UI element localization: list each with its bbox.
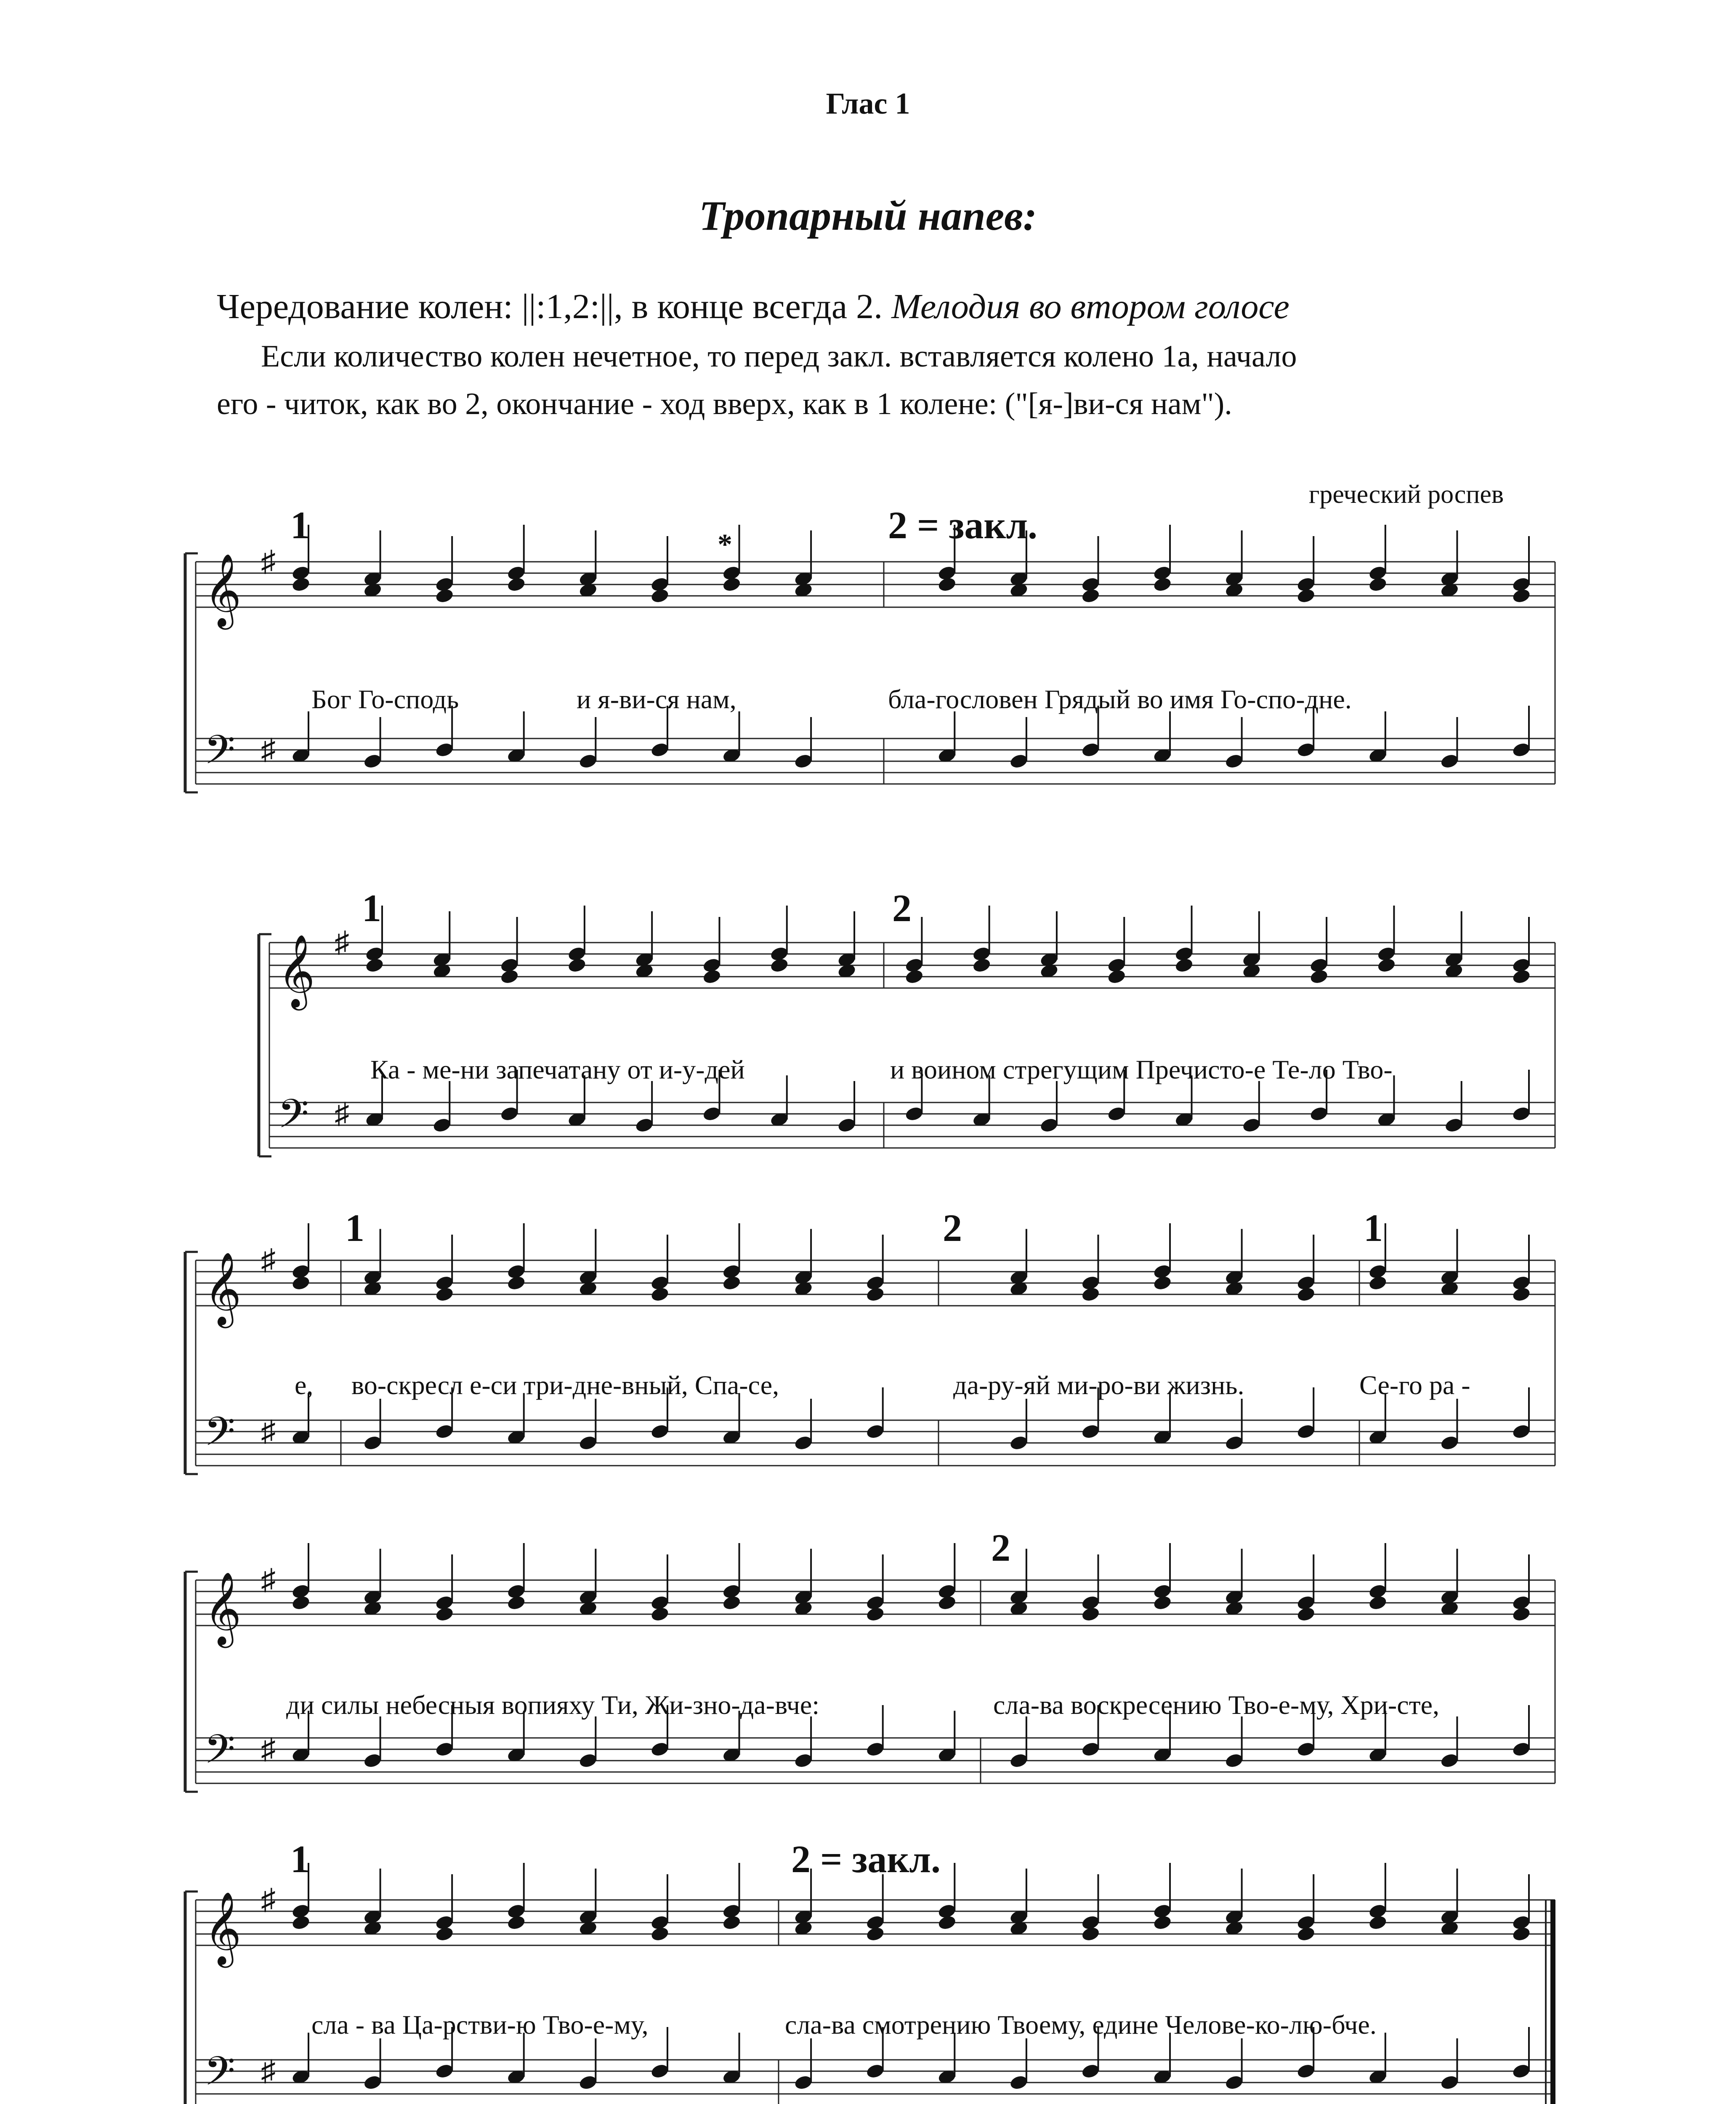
section-label: 2 = закл.	[888, 504, 1038, 547]
section-label: 2 = закл.	[791, 1838, 941, 1881]
note-head	[937, 1914, 957, 1931]
note-head	[650, 1926, 670, 1942]
note-head	[722, 1914, 742, 1931]
note-head	[1511, 1606, 1531, 1623]
note-head	[904, 968, 924, 985]
bass-clef-icon: 𝄢	[204, 1410, 235, 1464]
note-head	[435, 1606, 455, 1623]
note-head	[1368, 1914, 1388, 1931]
note-head	[865, 1926, 885, 1942]
note-head	[937, 576, 957, 593]
sharp-icon: ♯	[335, 926, 349, 959]
note-head	[1081, 1926, 1101, 1942]
treble-clef-icon: 𝄞	[204, 1894, 242, 1963]
treble-clef-icon: 𝄞	[204, 1574, 242, 1644]
chant-title: Тропарный напев:	[699, 192, 1037, 239]
section-label: 1	[345, 1206, 364, 1249]
bass-clef-icon: 𝄢	[204, 1728, 235, 1781]
note-head	[1511, 587, 1531, 604]
section-label: 2	[943, 1206, 962, 1249]
chant-source: греческий роспев	[1309, 480, 1504, 509]
lyric-line: е,	[295, 1370, 314, 1400]
section-label: 2	[991, 1526, 1010, 1569]
note-head	[1081, 587, 1101, 604]
note-head	[1152, 1275, 1172, 1291]
sharp-icon: ♯	[261, 545, 276, 578]
sharp-icon: ♯	[261, 2055, 276, 2087]
sharp-icon: ♯	[261, 733, 276, 766]
note-head	[291, 576, 311, 593]
section-label: 1	[1364, 1206, 1383, 1249]
note-head	[1296, 1286, 1316, 1303]
lyric-line: бла-гословен Грядый во имя Го-спо-дне.	[888, 684, 1352, 714]
lyric-line: сла-ва смотрению Твоему, едине Челове-ко-лю-бче.	[785, 2010, 1377, 2040]
note-head	[291, 1275, 311, 1291]
note-head	[722, 1594, 742, 1611]
treble-clef-icon: 𝄞	[204, 1254, 242, 1324]
note-head	[1296, 587, 1316, 604]
note-head	[650, 1606, 670, 1623]
note-head	[1174, 957, 1194, 974]
note-head	[937, 1594, 957, 1611]
treble-clef-icon: 𝄞	[204, 555, 242, 625]
section-label: 1	[290, 1838, 310, 1881]
lyric-line: во-скресл е-си три-дне-вный, Спа-се,	[351, 1370, 779, 1400]
lyric-line: сла - ва Ца-рстви-ю Тво-е-му,	[311, 2010, 649, 2040]
note-head	[1107, 968, 1127, 985]
bass-clef-icon: 𝄢	[278, 1092, 309, 1146]
note-head	[702, 968, 722, 985]
note-head	[650, 1286, 670, 1303]
section-label: 2	[892, 887, 912, 930]
note-head	[722, 576, 742, 593]
note-head	[364, 957, 384, 974]
odd-count-rule-line1: Если количество колен нечетное, то перед закл. вставляется колено 1а, начало	[261, 339, 1297, 374]
note-head	[291, 1914, 311, 1931]
alternation-rule-text: Чередование колен: ||:1,2:||, в конце всегда 2.	[217, 287, 883, 326]
sharp-icon: ♯	[261, 1564, 276, 1596]
odd-count-rule-line2: его - читок, как во 2, окончание - ход вверх, как в 1 колене: ("[я-]ви-ся нам").	[217, 387, 1232, 421]
lyric-line: Бог Го-сподь	[311, 684, 459, 714]
note-head	[1368, 1594, 1388, 1611]
note-head	[1309, 968, 1329, 985]
treble-clef-icon: 𝄞	[278, 936, 315, 1006]
lyric-line: сла-ва воскресению Тво-е-му, Хри-сте,	[993, 1690, 1439, 1720]
note-head	[865, 1606, 885, 1623]
note-head	[435, 587, 455, 604]
sharp-icon: ♯	[261, 1415, 276, 1448]
note-head	[1296, 1606, 1316, 1623]
note-head	[506, 1275, 526, 1291]
sharp-icon: ♯	[335, 1097, 349, 1130]
note-head	[1368, 1275, 1388, 1291]
note-head	[650, 587, 670, 604]
voice-heading: Глас 1	[826, 87, 910, 120]
note-head	[435, 1286, 455, 1303]
note-head	[500, 968, 519, 985]
melody-voice-note: Мелодия во втором голосе	[891, 287, 1289, 326]
lyric-line: Ка - ме-ни запечатану от и-у-дей	[370, 1055, 745, 1084]
bass-clef-icon: 𝄢	[204, 728, 235, 782]
note-head	[1152, 1594, 1172, 1611]
sharp-icon: ♯	[261, 1733, 276, 1765]
lyric-line: Се-го ра -	[1359, 1370, 1470, 1400]
note-head	[506, 576, 526, 593]
note-head	[1152, 576, 1172, 593]
note-head	[769, 957, 789, 974]
lyric-line: и я-ви-ся нам,	[577, 684, 736, 714]
note-head	[1511, 1926, 1531, 1942]
sharp-icon: ♯	[261, 1884, 276, 1916]
note-head	[506, 1914, 526, 1931]
note-head	[435, 1926, 455, 1942]
note-head	[1511, 968, 1531, 985]
note-head	[1296, 1926, 1316, 1942]
note-head	[722, 1275, 742, 1291]
note-head	[291, 1594, 311, 1611]
note-head	[567, 957, 587, 974]
note-head	[1081, 1606, 1101, 1623]
note-head	[1377, 957, 1396, 974]
note-head	[506, 1594, 526, 1611]
footnote-asterisk: *	[718, 529, 732, 561]
sharp-icon: ♯	[261, 1244, 276, 1276]
lyric-line: и воином стрегущим Пречисто-е Те-ло Тво-	[890, 1055, 1393, 1084]
note-head	[1081, 1286, 1101, 1303]
lyric-line: да-ру-яй ми-ро-ви жизнь.	[953, 1370, 1244, 1400]
note-head	[1368, 576, 1388, 593]
section-label: 1	[362, 887, 381, 930]
section-label: 1	[290, 504, 310, 547]
lyric-line: ди силы небесныя вопияху Ти, Жи-зно-да-вче:	[286, 1690, 820, 1720]
note-head	[972, 957, 992, 974]
bass-clef-icon: 𝄢	[204, 2050, 235, 2103]
note-head	[865, 1286, 885, 1303]
note-head	[1152, 1914, 1172, 1931]
note-head	[1511, 1286, 1531, 1303]
